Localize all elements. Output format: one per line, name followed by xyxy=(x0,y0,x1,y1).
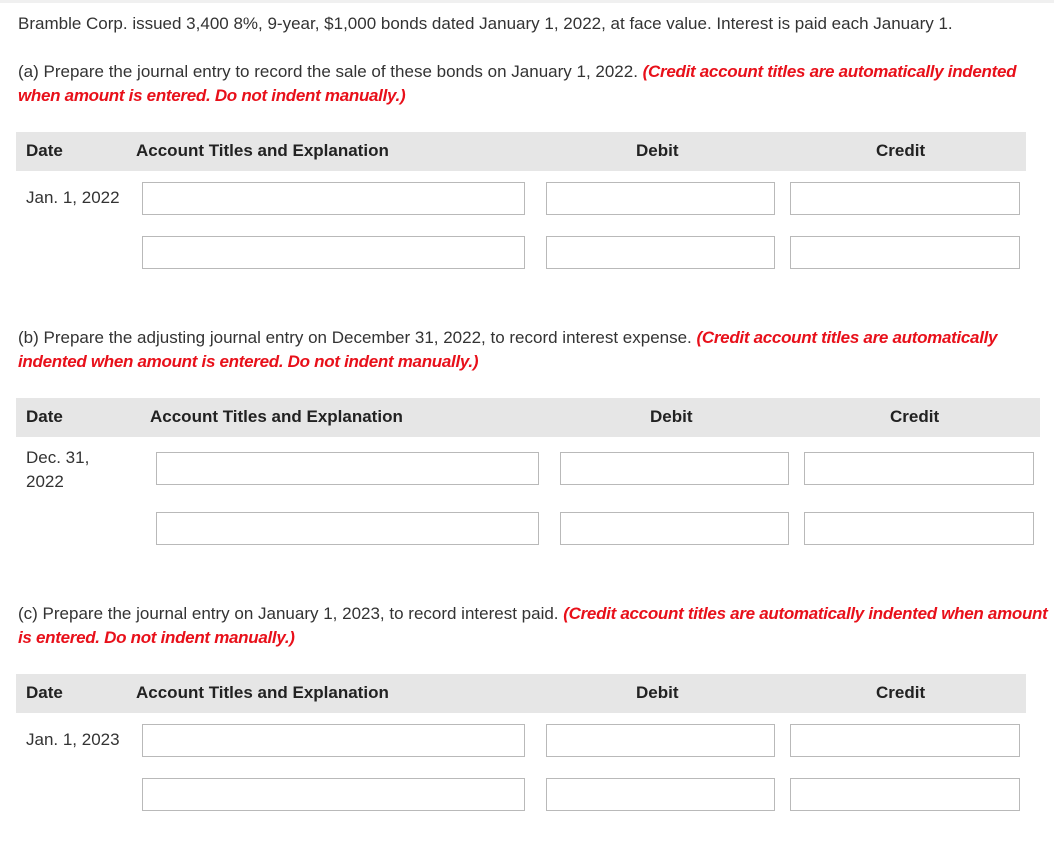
part-b-row1-debit-input[interactable] xyxy=(560,452,789,485)
part-b-prompt: (b) Prepare the adjusting journal entry on December 31, 2022, to record interest expense. xyxy=(18,328,692,347)
part-c-row1-account-input[interactable] xyxy=(142,724,525,757)
part-c-table-header xyxy=(16,674,1026,713)
header-date: Date xyxy=(26,141,63,160)
part-b-date-line2: 2022 xyxy=(26,472,64,491)
part-b-table-header xyxy=(16,398,1040,437)
part-b-date-line1: Dec. 31, xyxy=(26,448,90,467)
part-b-date xyxy=(26,446,89,494)
part-a-row1-debit-input[interactable] xyxy=(546,182,775,215)
problem-intro-text: Bramble Corp. issued 3,400 8%, 9-year, $1,000 bonds dated January 1, 2022, at face value. Interest is paid each January 1. xyxy=(18,14,953,33)
part-b-row2-debit-input[interactable] xyxy=(560,512,789,545)
part-a-row2-credit-input[interactable] xyxy=(790,236,1020,269)
header-debit: Debit xyxy=(636,683,679,702)
part-c-row1-credit-input[interactable] xyxy=(790,724,1020,757)
part-c-row2-account-input[interactable] xyxy=(142,778,525,811)
header-account-titles: Account Titles and Explanation xyxy=(136,683,389,702)
part-c-row2-debit-input[interactable] xyxy=(546,778,775,811)
part-a-row1-credit-input[interactable] xyxy=(790,182,1020,215)
header-date: Date xyxy=(26,407,63,426)
part-a-row2-debit-input[interactable] xyxy=(546,236,775,269)
part-c-question xyxy=(18,602,1048,650)
part-b-row2-credit-input[interactable] xyxy=(804,512,1034,545)
part-a-prompt: (a) Prepare the journal entry to record the sale of these bonds on January 1, 2022. xyxy=(18,62,638,81)
part-a-date: Jan. 1, 2022 xyxy=(26,188,120,207)
header-debit: Debit xyxy=(636,141,679,160)
header-credit: Credit xyxy=(890,407,940,426)
part-a-instruction-2: when amount is entered. Do not indent manually.) xyxy=(18,86,406,105)
header-credit: Credit xyxy=(876,141,926,160)
problem-intro xyxy=(18,12,1038,36)
part-b-instruction-1: (Credit account titles are automatically xyxy=(696,328,998,347)
part-c-row1-debit-input[interactable] xyxy=(546,724,775,757)
part-a-row2-account-input[interactable] xyxy=(142,236,525,269)
part-b-row1-credit-input[interactable] xyxy=(804,452,1034,485)
header-credit: Credit xyxy=(876,683,926,702)
part-a-instruction-1: (Credit account titles are automatically indented xyxy=(642,62,1017,81)
top-divider xyxy=(0,0,1054,3)
part-b-row1-account-input[interactable] xyxy=(156,452,539,485)
part-b-instruction-2: indented when amount is entered. Do not indent manually.) xyxy=(18,352,479,371)
part-c-instruction-2: is entered. Do not indent manually.) xyxy=(18,628,295,647)
part-a-row1-account-input[interactable] xyxy=(142,182,525,215)
header-account-titles: Account Titles and Explanation xyxy=(150,407,403,426)
part-c-instruction-1: (Credit account titles are automatically indented when amount xyxy=(563,604,1048,623)
part-c-row2-credit-input[interactable] xyxy=(790,778,1020,811)
part-c-date: Jan. 1, 2023 xyxy=(26,730,120,749)
header-account-titles: Account Titles and Explanation xyxy=(136,141,389,160)
part-b-question xyxy=(18,326,1038,374)
header-debit: Debit xyxy=(650,407,693,426)
header-date: Date xyxy=(26,683,63,702)
part-a-question xyxy=(18,60,1038,108)
part-c-prompt: (c) Prepare the journal entry on January 1, 2023, to record interest paid. xyxy=(18,604,559,623)
part-b-row2-account-input[interactable] xyxy=(156,512,539,545)
part-a-table-header xyxy=(16,132,1026,171)
